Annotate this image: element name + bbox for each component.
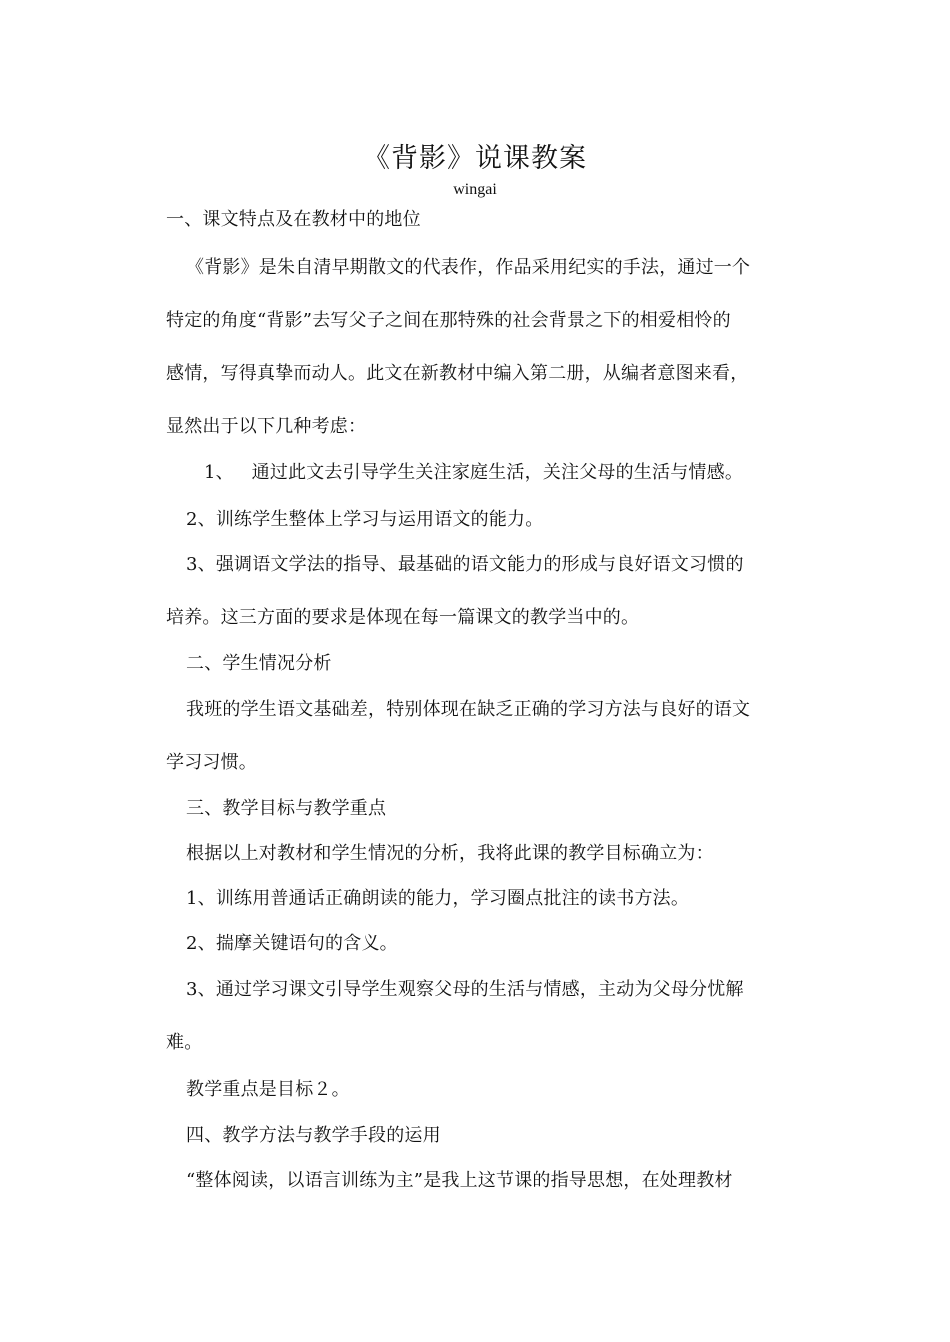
section-heading-1: 一、课文特点及在教材中的地位 (166, 209, 421, 230)
paragraph-line: 教学重点是目标２。 (186, 1079, 350, 1100)
list-item-line: 3、强调语文学法的指导、最基础的语文能力的形成与良好语文习惯的 (186, 554, 744, 575)
list-item-line: 1、 通过此文去引导学生关注家庭生活，关注父母的生活与情感。 (204, 462, 744, 483)
list-item-line: 1、训练用普通话正确朗读的能力，学习圈点批注的读书方法。 (186, 888, 690, 909)
paragraph-line: 感情，写得真挚而动人。此文在新教材中编入第二册，从编者意图来看， (166, 363, 749, 384)
list-item-line: 3、通过学习课文引导学生观察父母的生活与情感，主动为父母分忧解 (186, 979, 744, 1000)
paragraph-line: “整体阅读，以语言训练为主”是我上这节课的指导思想，在处理教材 (186, 1170, 733, 1191)
document-author: wingai (453, 181, 497, 198)
section-heading-3: 三、教学目标与教学重点 (186, 798, 387, 819)
list-item-line: 2、揣摩关键语句的含义。 (186, 933, 398, 954)
paragraph-line: 《背影》是朱自清早期散文的代表作，作品采用纪实的手法，通过一个 (186, 257, 751, 278)
list-item-line: 2、训练学生整体上学习与运用语文的能力。 (186, 509, 544, 530)
section-heading-2: 二、学生情况分析 (186, 653, 332, 674)
paragraph-line: 特定的角度“背影”去写父子之间在那特殊的社会背景之下的相爱相怜的 (166, 310, 731, 331)
paragraph-line: 根据以上对教材和学生情况的分析，我将此课的教学目标确立为： (186, 843, 714, 864)
paragraph-line: 培养。这三方面的要求是体现在每一篇课文的教学当中的。 (166, 607, 640, 628)
paragraph-line: 显然出于以下几种考虑： (166, 416, 367, 437)
document-title: 《背影》说课教案 (363, 143, 587, 174)
paragraph-line: 学习习惯。 (166, 752, 257, 773)
section-heading-4: 四、教学方法与教学手段的运用 (186, 1125, 441, 1146)
paragraph-line: 难。 (166, 1032, 203, 1053)
paragraph-line: 我班的学生语文基础差，特别体现在缺乏正确的学习方法与良好的语文 (186, 699, 751, 720)
